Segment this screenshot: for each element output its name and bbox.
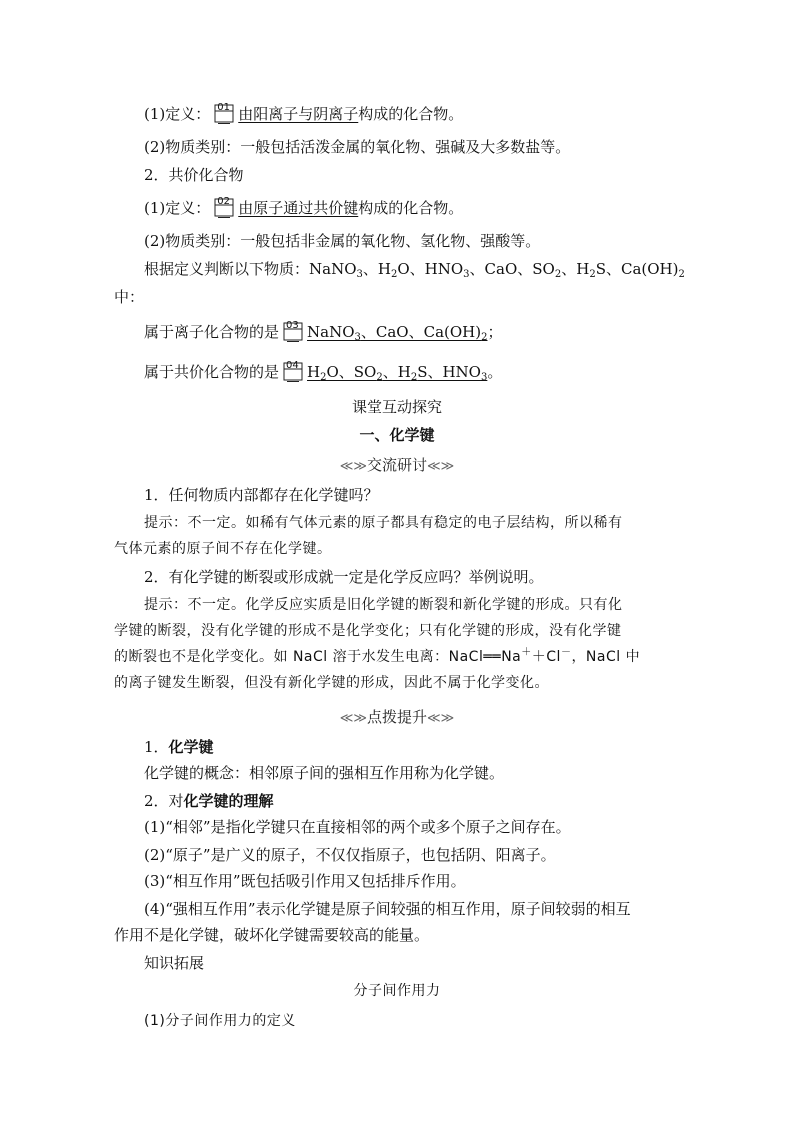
point-2-heading: 2．对化学键的理解 — [144, 792, 274, 810]
question-2: 2．有化学键的断裂或形成就一定是化学反应吗？举例说明。 — [144, 568, 544, 586]
covalent-answer: $H_2O$、$SO_2$、$H_2S$、$HNO_3$ — [307, 363, 488, 383]
judge-substances-end: 中： — [114, 288, 145, 306]
point-2-item-2: (2)“原子”是广义的原子，不仅仅指原子，也包括阴、阳离子。 — [144, 846, 556, 864]
answer-2-line-3: 的断裂也不是化学变化。如 NaCl 溶于水发生电离：NaCl══Na＋＋Cl－，NaCl 中 — [114, 647, 641, 665]
answer-marker-02: 02 — [213, 196, 235, 218]
exchange-section-bar: ≪≫交流研讨≪≫ — [339, 456, 455, 474]
question-1: 1．任何物质内部都存在化学键吗？ — [144, 486, 379, 504]
point-2-item-4-line-1: (4)“强相互作用”表示化学键是原子间较强的相互作用，原子间较弱的相互 — [144, 900, 631, 918]
answer-1-line-2: 气体元素的原子间不存在化学键。 — [114, 541, 332, 557]
ionic-definition-line: (1)定义： 01 由阳离子与阴离子构成的化合物。 — [144, 102, 464, 123]
covalent-definition-line: (1)定义： 02 由原子通过共价键构成的化合物。 — [144, 196, 464, 217]
answer-2-line-4: 的离子键发生断裂，但没有新化学键的形成，因此不属于化学变化。 — [114, 675, 549, 691]
double-chevron-left-icon: ≪≫ — [339, 459, 367, 474]
point-2-item-1: (1)“相邻”是指化学键只在直接相邻的两个或多个原子之间存在。 — [144, 818, 571, 836]
substance-list: NaNO$_3$、$H_2O$、$HNO_3$、CaO、$SO_2$、$H_2S$、$Ca(OH)_2$ — [309, 260, 685, 280]
extension-item-1: (1)分子间作用力的定义 — [144, 1013, 296, 1029]
ionization-equation: ══Na＋＋Cl－ — [483, 647, 572, 665]
answer-2-line-1: 提示：不一定。化学反应实质是旧化学键的断裂和新化学键的形成。只有化 — [144, 597, 623, 613]
tips-section-bar: ≪≫点拨提升≪≫ — [339, 708, 455, 726]
double-chevron-right-icon: ≪≫ — [427, 711, 455, 726]
answer-2-line-2: 学键的断裂，没有化学键的形成不是化学变化；只有化学键的形成，没有化学键 — [114, 623, 622, 639]
point-2-item-4-line-2: 作用不是化学键，破坏化学键需要较高的能量。 — [114, 926, 430, 944]
answer-marker-03: 03 — [282, 320, 304, 342]
point-1-body: 化学键的概念：相邻原子间的强相互作用称为化学键。 — [144, 764, 505, 782]
part-title: 一、化学键 — [359, 426, 435, 444]
double-chevron-left-icon: ≪≫ — [339, 711, 367, 726]
covalent-answer-line: 属于共价化合物的是 04 $H_2O$、$SO_2$、$H_2S$、$HNO_3$。 — [144, 360, 503, 383]
extension-title: 分子间作用力 — [353, 983, 441, 999]
knowledge-extension-label: 知识拓展 — [144, 954, 205, 972]
ionic-answer-line: 属于离子化合物的是 03 NaNO$_3$、CaO、$Ca(OH)_2$； — [144, 320, 503, 343]
ionic-definition-answer: 由阳离子与阴离子 — [238, 105, 359, 123]
ionic-category-line: (2)物质类别：一般包括活泼金属的氧化物、强碱及大多数盐等。 — [144, 138, 571, 156]
covalent-category-line: (2)物质类别：一般包括非金属的氧化物、氢化物、强酸等。 — [144, 232, 541, 250]
judge-substances-line: 根据定义判断以下物质：NaNO$_3$、$H_2O$、$HNO_3$、CaO、$SO_2$、$H_2S$、$Ca(OH)_2$ — [144, 260, 685, 280]
covalent-heading: 2．共价化合物 — [144, 166, 244, 184]
answer-1-line-1: 提示：不一定。如稀有气体元素的原子都具有稳定的电子层结构，所以稀有 — [144, 515, 623, 531]
point-1-heading: 1．化学键 — [144, 738, 214, 756]
answer-marker-01: 01 — [213, 102, 235, 124]
classroom-title: 课堂互动探究 — [351, 398, 442, 416]
covalent-definition-answer: 由原子通过共价键 — [238, 199, 359, 217]
ionic-answer: NaNO$_3$、CaO、$Ca(OH)_2$ — [307, 323, 488, 343]
double-chevron-right-icon: ≪≫ — [427, 459, 455, 474]
answer-marker-04: 04 — [282, 360, 304, 382]
point-2-item-3: (3)“相互作用”既包括吸引作用又包括排斥作用。 — [144, 872, 466, 890]
